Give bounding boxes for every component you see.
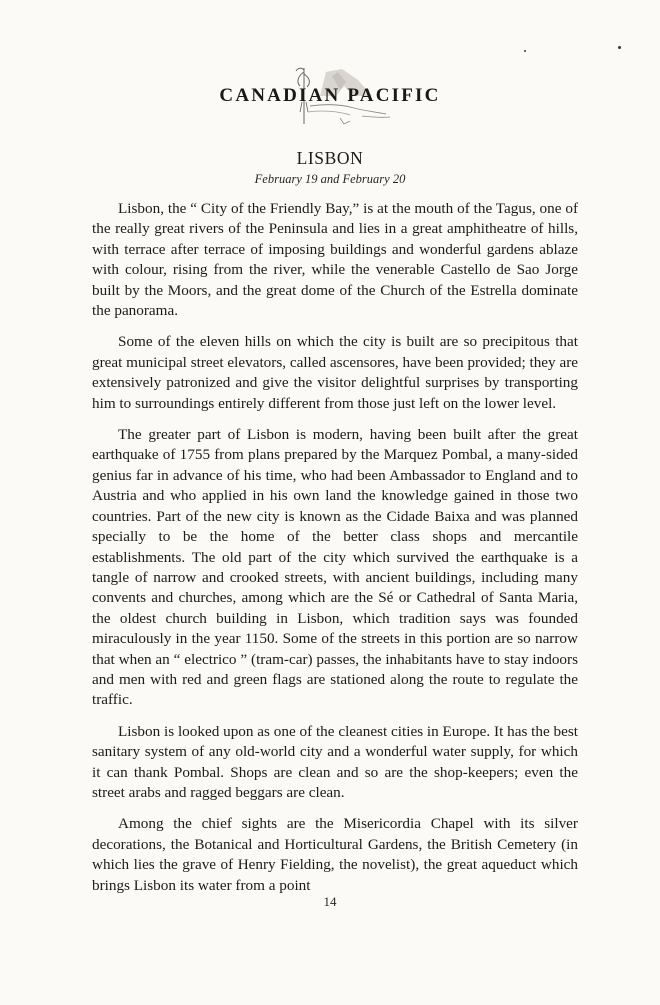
article-title: LISBON <box>296 148 364 168</box>
paragraph: Lisbon, the “ City of the Friendly Bay,” is at the mouth of the Tagus, one of the really great rivers of the Peninsula and lies in a great amphitheatre of hills, with terrace after terrace of imposing buildings and wonderful gardens ablaze with colour, rising from the river, while the venerable Castello de Sao Jorge built by the Moors, and the great dome of the Church of the Estrella dominate the panorama. <box>92 200 578 320</box>
ink-speck <box>524 50 526 52</box>
paragraph: Among the chief sights are the Misericordia Chapel with its silver decorations, the Botanical and Horticultural Gardens, the British Cemetery (in which lies the grave of Henry Fielding, the novelist), the great aqueduct which brings Lisbon its water from a point <box>92 815 578 894</box>
page-number: 14 <box>323 894 337 909</box>
paragraph: Lisbon is looked upon as one of the cleanest cities in Europe. It has the best sanitary system of any old-world city and a wonderful water supply, for which it can thank Pombal. Shops are clean and so are the shop-keepers; even the street arabs and ragged beggars are clean. <box>92 722 578 801</box>
paragraph: Some of the eleven hills on which the city is built are so precipitous that great municipal street elevators, called ascensores, have been provided; they are extensively patronized and give the visitor delightful surprises by transporting him to surroundings entirely different from those just left on the lower level. <box>92 333 578 412</box>
paragraph: The greater part of Lisbon is modern, having been built after the great earthquake of 1755 from plans prepared by the Marquez Pombal, a many-sided genius far in advance of his time, who had been Ambassador to England and to Austria and who applied in his own land the knowledge gained in those two countries. Part of the new city is known as the Cidade Baixa and was planned specially to be the home of the better class shops and mercantile establishments. The old part of the city which survived the earthquake is a tangle of narrow and crooked streets, with ancient buildings, including many convents and churches, among which are the Sé or Cathedral of Santa Maria, the oldest church building in Lisbon, which tradition says was founded miraculously in the year 1150. Some of the streets in this portion are so narrow that when an “ electrico ” (tram-car) passes, the inhabitants have to stay indoors and men with red and green flags are stationed along the route to regulate the traffic. <box>92 426 578 709</box>
article-dates: February 19 and February 20 <box>254 172 406 186</box>
logo-wordmark: CANADIAN PACIFIC <box>219 85 441 106</box>
article-body <box>92 199 578 907</box>
masthead <box>0 66 660 128</box>
ink-speck <box>618 46 621 49</box>
